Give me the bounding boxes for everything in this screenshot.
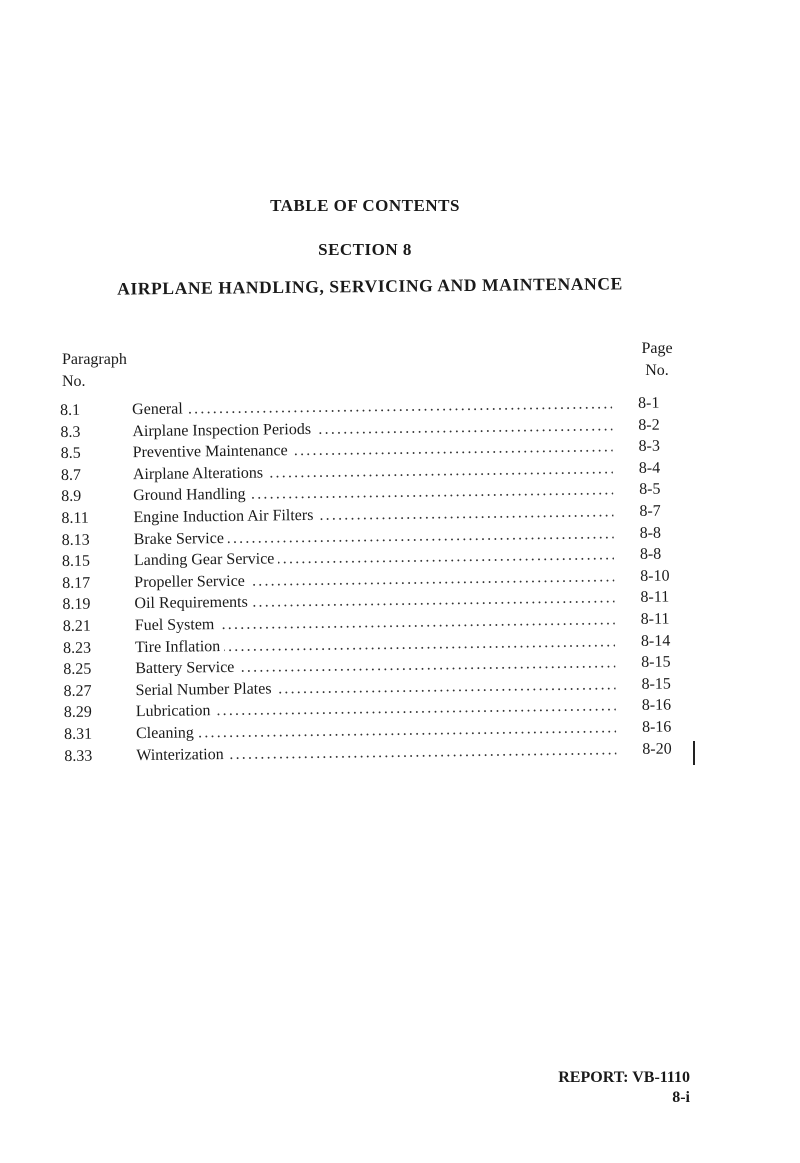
toc-entry-page: 8-20 [642,740,672,758]
toc-entry-number: 8.15 [61,552,91,571]
toc-entry-title-text: Airplane Alterations [133,464,267,483]
toc-entry-page: 8-16 [641,696,672,715]
toc-entry-page: 8-11 [640,588,670,607]
toc-entry-title-text: Airplane Inspection Periods [132,420,315,439]
toc-entry-title-text: General [132,400,187,418]
toc-entry-page: 8-8 [639,524,662,542]
paragraph-column-header [62,349,127,393]
toc-entry-number: 8.11 [61,509,89,527]
toc-entry-page: 8-11 [640,610,670,628]
toc-entry-page: 8-5 [639,481,661,499]
toc-entry-number: 8.1 [60,401,81,419]
toc-entry-number: 8.17 [62,574,91,592]
section-title: SECTION 8 [318,240,412,259]
toc-entry-page: 8-15 [641,653,671,672]
toc-entry-title-text: Ground Handling [133,486,250,504]
toc-list [60,392,704,767]
page-number: 8-i [672,1089,690,1106]
toc-entry-page: 8-15 [641,675,671,693]
toc-entry-page: 8-8 [639,545,662,564]
section-heading: AIRPLANE HANDLING, SERVICING AND MAINTENANCE [117,273,623,299]
toc-entry-page: 8-2 [638,416,660,434]
toc-entry-title-text: Landing Gear Service [134,551,279,570]
toc-entry-title-text: Cleaning [136,724,198,742]
paragraph-header-line1: Paragraph [62,351,127,368]
toc-title: TABLE OF CONTENTS [270,196,460,215]
toc-entry-number: 8.25 [63,660,92,679]
page-column-header [628,338,686,382]
toc-entry-number: 8.7 [60,466,82,484]
page-header-line1: Page [641,340,673,357]
toc-entry-page: 8-4 [638,459,661,477]
toc-entry-number: 8.31 [63,725,93,743]
toc-entry-title-text: Serial Number Plates [135,680,275,699]
paragraph-header-line2: No. [62,373,86,390]
toc-entry-title-text: Winterization [136,745,228,763]
toc-entry-number: 8.13 [61,531,90,549]
toc-entry-title-text: Lubrication [136,702,215,720]
toc-entry-number: 8.19 [62,595,91,614]
toc-entry-page: 8-7 [639,502,661,520]
toc-entry-number: 8.27 [63,682,92,700]
toc-entry-page: 8-3 [638,437,661,456]
toc-entry-title-text: Oil Requirements [134,594,252,612]
toc-entry-page: 8-14 [640,632,671,650]
toc-entry-page: 8-10 [640,567,670,585]
toc-entry-title-text: Propeller Service [134,572,249,590]
toc-entry-page: 8-16 [641,718,672,736]
toc-entry-title-text: Battery Service [135,659,238,677]
toc-entry-number: 8.29 [63,703,92,722]
toc-entry-title-text: Engine Induction Air Filters [133,507,317,526]
toc-entry-title-text: Preventive Maintenance [133,442,292,461]
toc-entry-title [136,739,616,766]
revision-bar [693,741,695,765]
toc-entry-number: 8.5 [60,444,81,463]
toc-entry-title-text: Fuel System [135,616,219,634]
toc-entry-title-text: Tire Inflation [135,638,224,656]
toc-entry-number: 8.33 [64,747,93,765]
toc-entry-title-text: Brake Service [134,530,228,548]
toc-entry-number: 8.9 [61,488,82,506]
report-number: REPORT: VB-1110 [558,1069,690,1086]
page-header-line2: No. [645,362,669,379]
toc-entry-number: 8.21 [62,617,91,635]
toc-entry-number: 8.3 [60,423,81,441]
toc-entry-number: 8.23 [62,639,92,657]
toc-entry-page: 8-1 [637,394,660,412]
